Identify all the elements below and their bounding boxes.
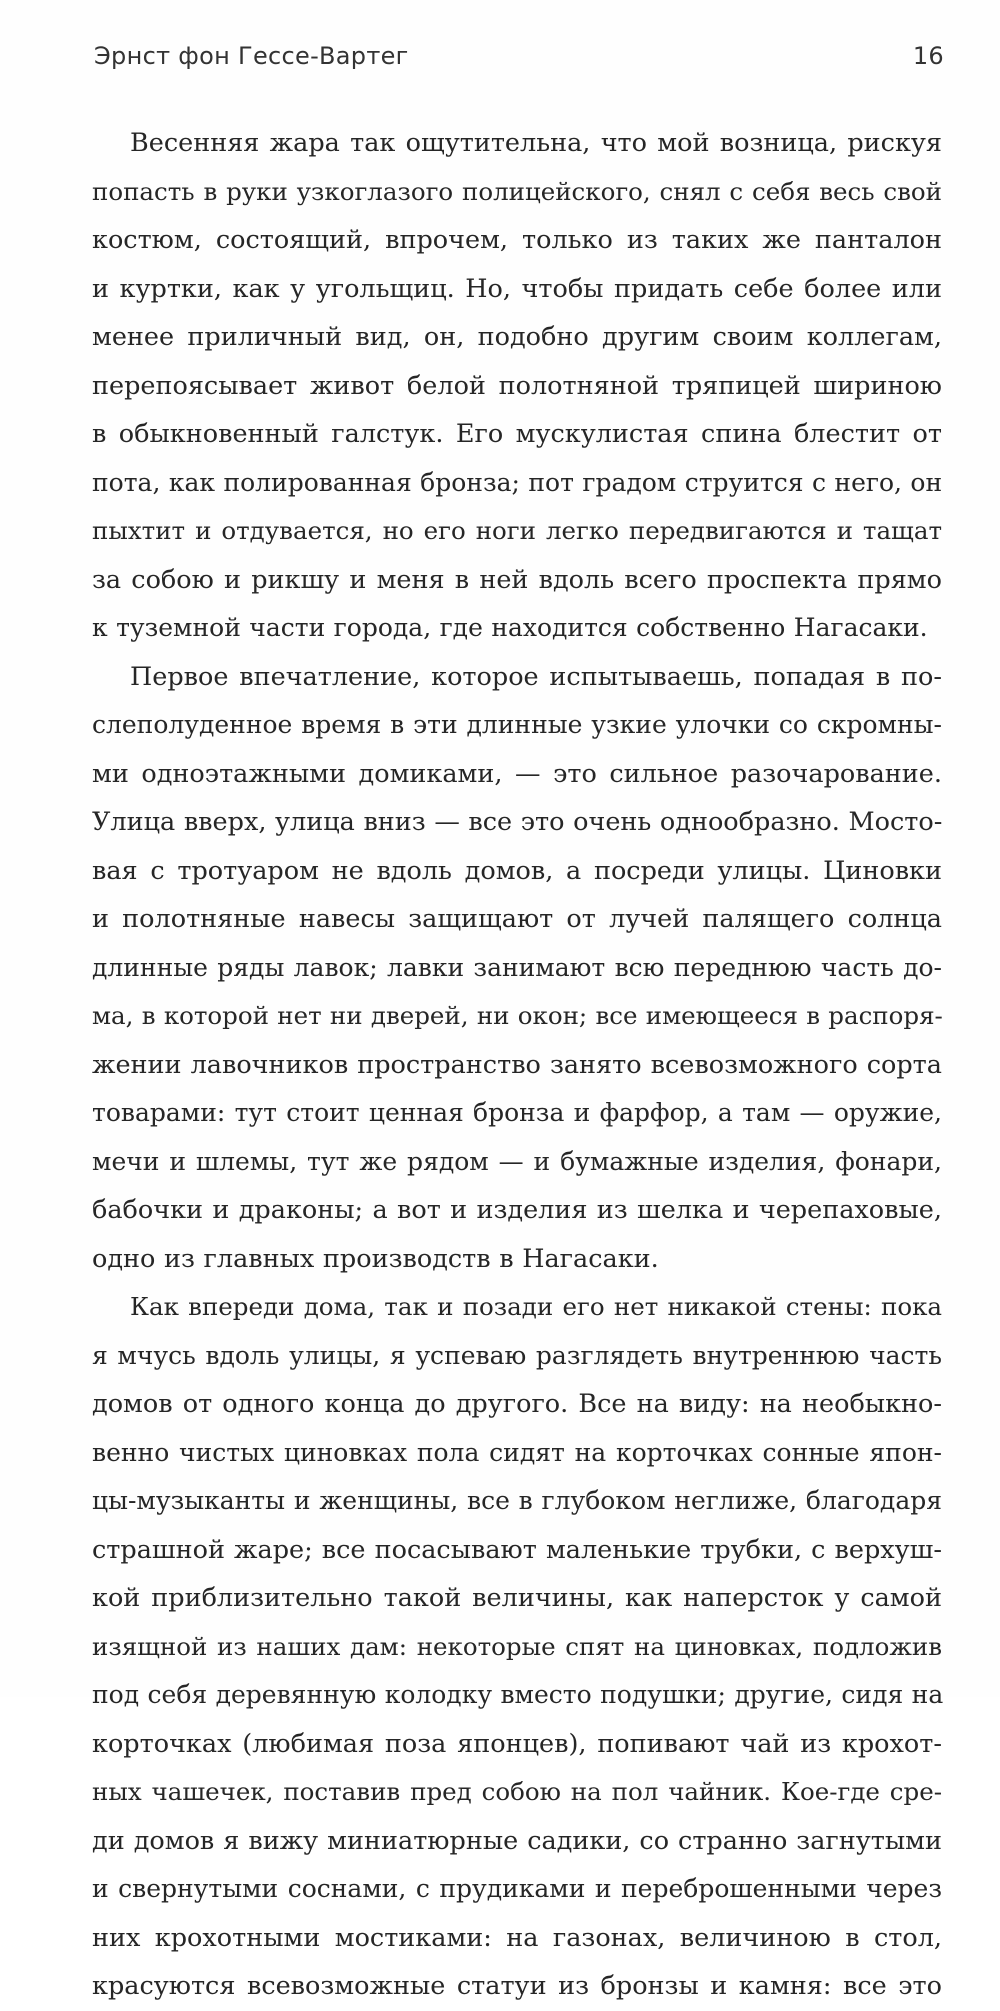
text-line: них крохотными мостиками: на газонах, величиною в стол, — [92, 1922, 942, 1953]
body-text — [92, 119, 942, 2011]
text-line: слеполуденное время в эти длинные узкие улочки со скромны- — [92, 710, 942, 739]
text-line: бабочки и драконы; а вот и изделия из шелка и черепаховые, — [92, 1195, 942, 1225]
text-line: изящной из наших дам: некоторые спят на циновках, подложив — [92, 1631, 942, 1661]
page-number: 16 — [912, 42, 944, 70]
text-line: кой приблизительно такой величины, как наперсток у самой — [92, 1583, 942, 1613]
text-line: товарами: тут стоит ценная бронза и фарфор, а там — оружие, — [92, 1098, 942, 1127]
text-line: венно чистых циновках пола сидят на корточках сонные япон- — [92, 1437, 942, 1467]
text-line: одно из главных производств в Нагасаки. — [92, 1243, 659, 1274]
text-line: попасть в руки узкоглазого полицейского, снял с себя весь свой — [92, 176, 942, 206]
text-line: к туземной части города, где находится собственно Нагасаки. — [92, 613, 928, 642]
text-line: цы-музыканты и женщины, все в глубоком неглиже, благодаря — [92, 1486, 942, 1515]
text-line: за собою и рикшу и меня в ней вдоль всего проспекта прямо — [92, 564, 942, 595]
text-line: пыхтит и отдувается, но его ноги легко передвигаются и тащат — [92, 516, 942, 545]
text-line: длинные ряды лавок; лавки занимают всю переднюю часть до- — [92, 952, 942, 982]
author-name: Эрнст фон Гессе-Вартег — [94, 42, 409, 70]
text-line: в обыкновенный галстук. Его мускулистая спина блестит от — [92, 419, 942, 449]
text-line: ма, в которой нет ни дверей, ни окон; все имеющееся в распоря- — [92, 1001, 943, 1030]
text-line: жении лавочников пространство занято всевозможного сорта — [92, 1049, 942, 1080]
text-line: костюм, состоящий, впрочем, только из таких же панталон — [92, 225, 942, 255]
running-header — [94, 42, 944, 82]
text-line: менее приличный вид, он, подобно другим своим коллегам, — [92, 322, 942, 352]
text-line: ных чашечек, поставив пред собою на пол чайник. Кое-где сре- — [92, 1777, 942, 1806]
text-line: и полотняные навесы защищают от лучей палящего солнца — [92, 904, 942, 934]
text-line: я мчусь вдоль улицы, я успеваю разглядеть внутреннюю часть — [92, 1340, 942, 1370]
text-line: и свернутыми соснами, с прудиками и переброшенными через — [92, 1874, 942, 1903]
text-line: Весенняя жара так ощутительна, что мой возница, рискуя — [130, 128, 942, 158]
text-line: ми одноэтажными домиками, — это сильное разочарование. — [92, 758, 942, 789]
text-line: и куртки, как у угольщиц. Но, чтобы придать себе более или — [92, 273, 942, 304]
text-line: пота, как полированная бронза; пот градом струится с него, он — [92, 467, 943, 497]
text-line: вая с тротуаром не вдоль домов, а посреди улицы. Циновки — [92, 855, 942, 886]
text-line: Улица вверх, улица вниз — все это очень однообразно. Мосто- — [92, 807, 943, 837]
text-line: домов от одного конца до другого. Все на виду: на необыкно- — [92, 1389, 942, 1419]
text-line: ди домов я вижу миниатюрные садики, со странно загнутыми — [92, 1825, 942, 1856]
text-line: корточках (любимая поза японцев), попивают чай из крохот- — [92, 1728, 942, 1759]
text-line: под себя деревянную колодку вместо подушки; другие, сидя на — [92, 1680, 944, 1709]
text-line: перепоясывает живот белой полотняной тряпицей шириною — [92, 370, 942, 401]
text-line: красуются всевозможные статуи из бронзы и камня: все это — [92, 1971, 942, 2001]
text-line: Первое впечатление, которое испытываешь, попадая в по- — [130, 661, 942, 692]
text-line: страшной жаре; все посасывают маленькие трубки, с верхуш- — [92, 1534, 942, 1565]
text-line: мечи и шлемы, тут же рядом — и бумажные изделия, фонари, — [92, 1146, 942, 1176]
text-line: Как впереди дома, так и позади его нет никакой стены: пока — [130, 1292, 942, 1321]
